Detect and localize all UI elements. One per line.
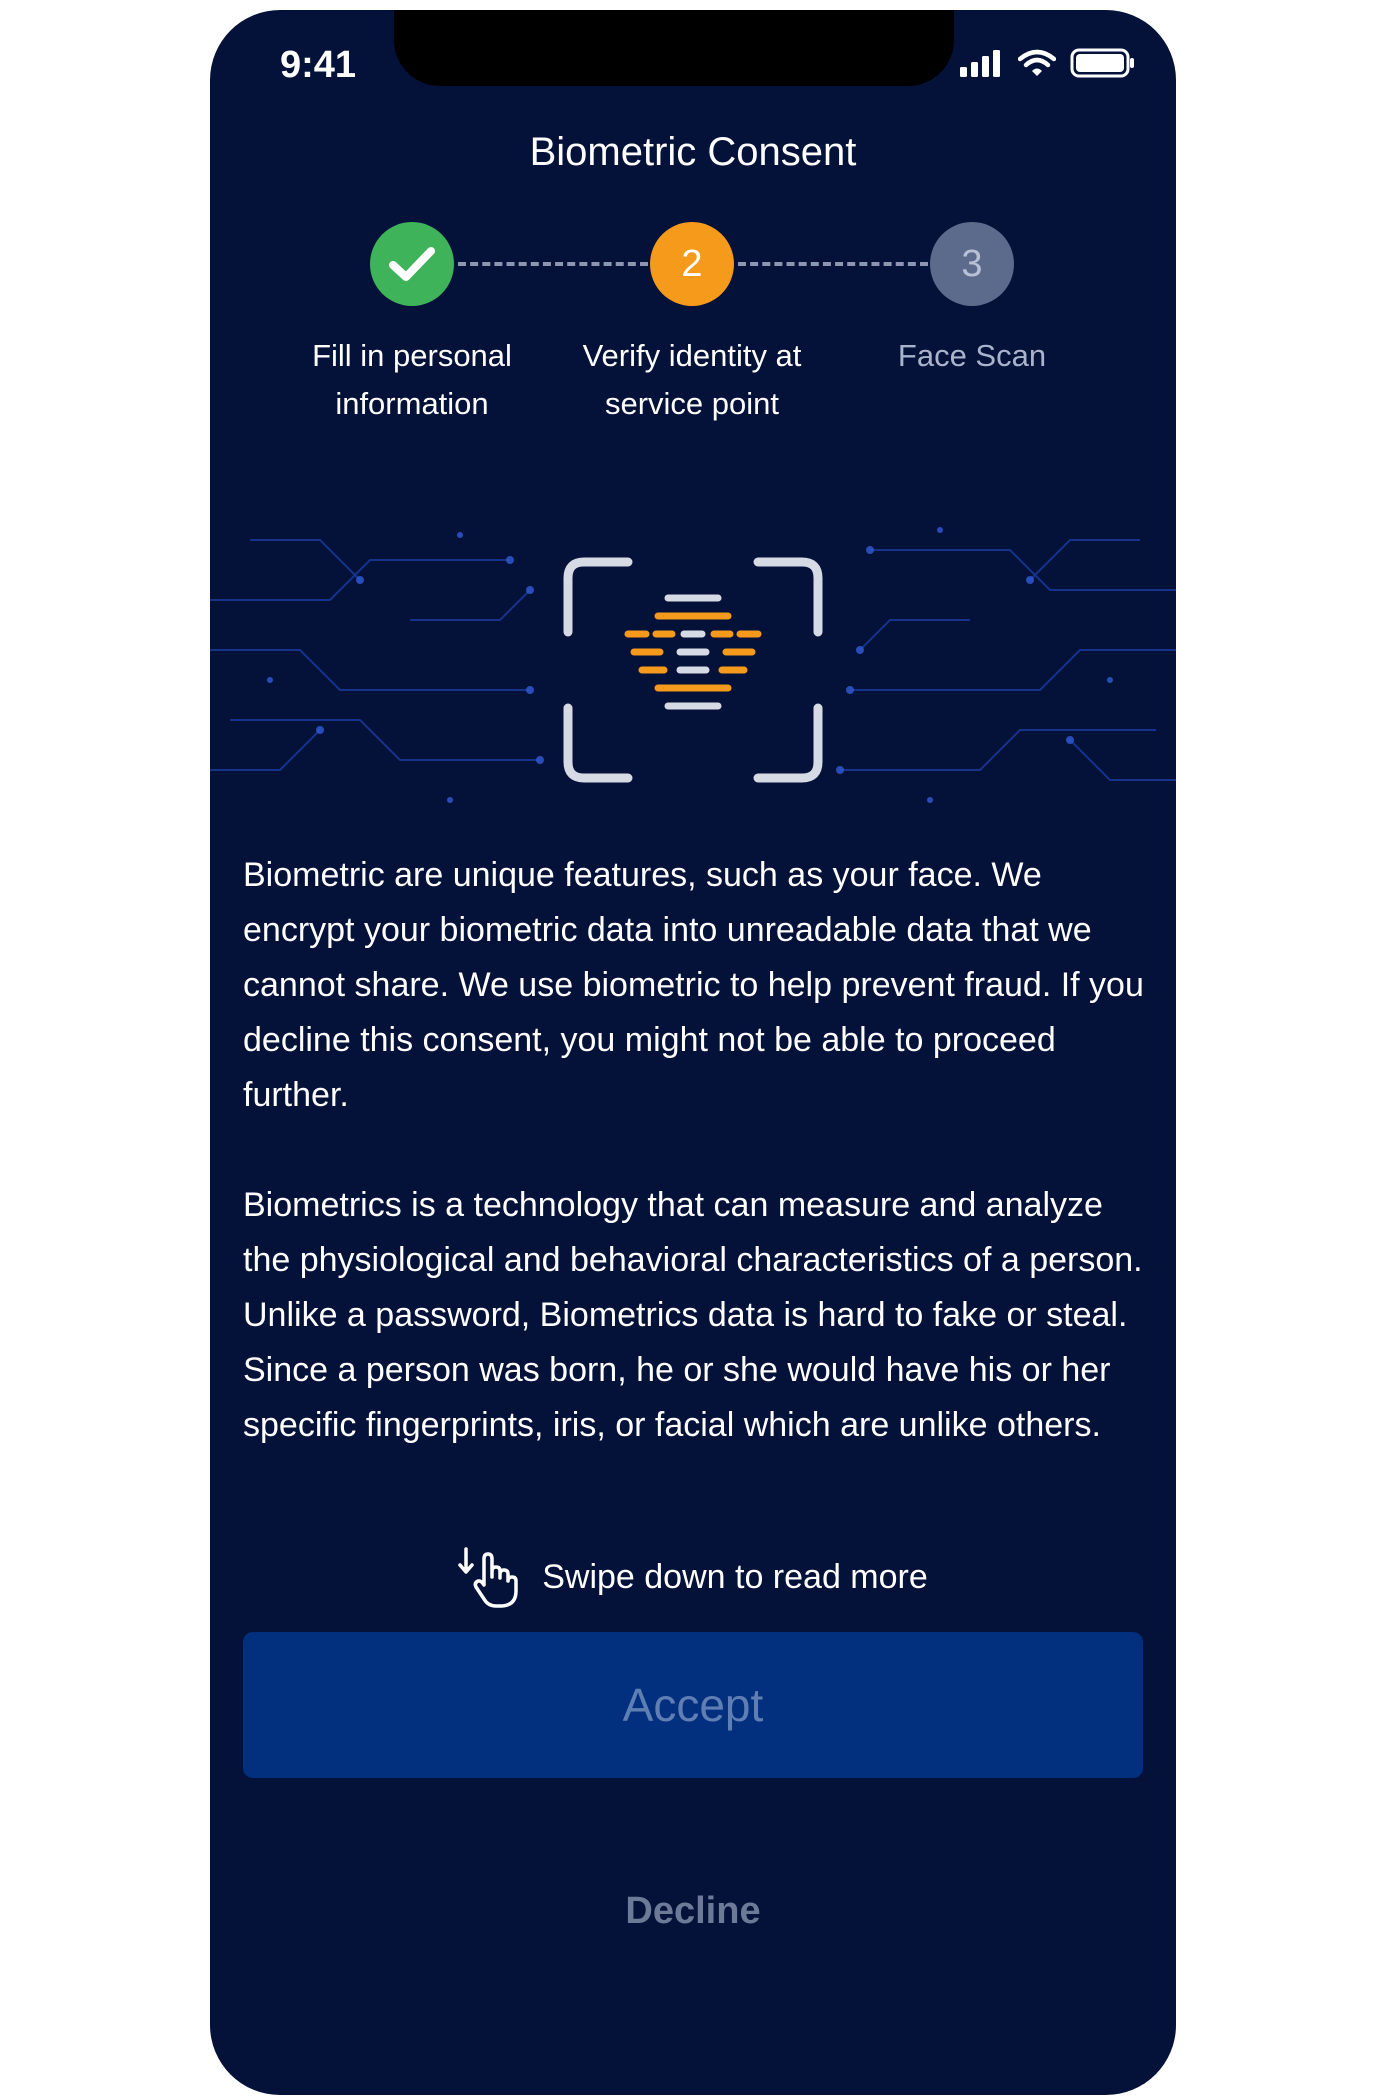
status-time: 9:41 xyxy=(280,44,357,86)
accept-button[interactable]: Accept xyxy=(243,1632,1143,1778)
face-id-glyph xyxy=(628,598,758,706)
swipe-hint xyxy=(210,1545,1176,1609)
notch xyxy=(394,10,954,86)
face-scan-illustration xyxy=(210,520,1176,820)
decline-button[interactable]: Decline xyxy=(625,1890,761,1932)
step-2-label: Verify identity at service point xyxy=(582,338,802,421)
phone-screen xyxy=(210,10,1176,2095)
consent-text-scroll-area[interactable] xyxy=(243,848,1153,1496)
consent-paragraph: Biometric are unique features, such as your face. We encrypt your biometric data into unreadable data that we cannot share. We use biometric to help prevent fraud. If you decline this consent, you might not be able to proceed further. xyxy=(243,856,1144,1114)
progress-stepper xyxy=(210,222,1176,482)
swipe-down-hand-icon xyxy=(458,1545,522,1609)
step-1-label: Fill in personal information xyxy=(312,338,512,421)
step-connector xyxy=(738,262,928,266)
step-connector xyxy=(458,262,648,266)
circuit-nodes xyxy=(267,527,1113,803)
step-3-indicator: 3 xyxy=(930,222,1014,306)
checkmark-icon xyxy=(388,244,436,284)
signal-icon xyxy=(960,49,1004,77)
wifi-icon xyxy=(1018,49,1056,77)
swipe-hint-text: Swipe down to read more xyxy=(542,1557,928,1596)
consent-paragraph: Biometrics is a technology that can measure and analyze the physiological and behavioral characteristics of a person. Unlike a password, Biometrics data is hard to fake or steal. Since a person was born, he or she would have his or her specific fingerprints, iris, or facial which are unlike others. xyxy=(243,1186,1143,1444)
step-3-label: Face Scan xyxy=(897,338,1047,373)
battery-icon xyxy=(1070,48,1136,78)
step-1-indicator xyxy=(370,222,454,306)
page-title: Biometric Consent xyxy=(529,130,857,174)
status-icons xyxy=(960,48,1136,78)
step-2-indicator: 2 xyxy=(650,222,734,306)
circuit-background xyxy=(210,540,1176,780)
